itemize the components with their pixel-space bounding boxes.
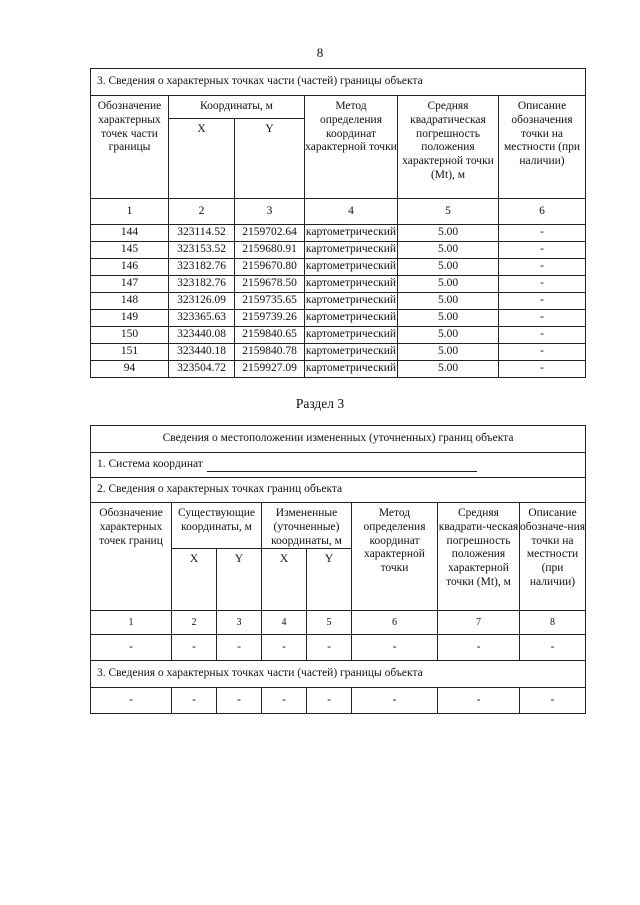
cell-mt: 5.00 [398,259,499,276]
header-x1: X [172,549,217,611]
header-method: Метод определения координат характерной точки [305,96,398,199]
cell-method: картометрический [305,225,398,242]
cell-desc: - [499,276,586,293]
cell-point: 94 [91,361,169,378]
boundaries-table [90,425,586,714]
table-row [91,276,586,293]
header-y2: Y [307,549,352,611]
cell-desc: - [499,225,586,242]
table2-title: Сведения о местоположении измененных (уточненных) границ объекта [91,426,586,453]
cell-mt: 5.00 [398,310,499,327]
cell-y: 2159840.78 [235,344,305,361]
cell-mt: 5.00 [398,242,499,259]
col-num: 4 [305,199,398,225]
cell-method: картометрический [305,361,398,378]
cell-x: 323440.08 [169,327,235,344]
col-num: 4 [262,611,307,635]
cell-y: 2159680.91 [235,242,305,259]
cell-dash: - [217,635,262,661]
cell-method: картометрический [305,276,398,293]
coord-system-blank [207,460,477,472]
cell-y: 2159670.80 [235,259,305,276]
col-num: 3 [217,611,262,635]
cell-desc: - [499,327,586,344]
cell-mt: 5.00 [398,361,499,378]
section-title: Раздел 3 [295,396,345,411]
table-row [91,259,586,276]
cell-desc: - [499,242,586,259]
points-title: 2. Сведения о характерных точках границ объекта [91,478,586,503]
cell-desc: - [499,293,586,310]
header-method: Метод определения координат характерной точки [352,503,438,611]
cell-mt: 5.00 [398,327,499,344]
cell-dash: - [91,635,172,661]
header-x2: X [262,549,307,611]
cell-desc: - [499,361,586,378]
col-num: 5 [307,611,352,635]
table-row [91,361,586,378]
col-num: 1 [91,611,172,635]
coord-system-label: 1. Система координат [97,458,203,471]
cell-x: 323504.72 [169,361,235,378]
table-row [91,327,586,344]
cell-dash: - [438,688,520,714]
cell-y: 2159840.65 [235,327,305,344]
table-row [91,344,586,361]
col-num: 8 [520,611,586,635]
table-row [91,293,586,310]
coord-system-row [91,453,586,478]
col-num: 7 [438,611,520,635]
cell-y: 2159678.50 [235,276,305,293]
col-num: 2 [172,611,217,635]
table-row [91,688,586,714]
cell-x: 323126.09 [169,293,235,310]
page-number: 8 [316,45,324,60]
cell-mt: 5.00 [398,293,499,310]
cell-dash: - [438,635,520,661]
cell-dash: - [262,688,307,714]
cell-point: 144 [91,225,169,242]
cell-point: 151 [91,344,169,361]
cell-x: 323114.52 [169,225,235,242]
header-designation: Обозначение характерных точек части границы [91,96,169,199]
cell-method: картометрический [305,310,398,327]
header-y1: Y [217,549,262,611]
col-num: 1 [91,199,169,225]
header-description: Описание обозначе-ния точки на местности (при наличии) [520,503,586,611]
cell-y: 2159702.64 [235,225,305,242]
parts-title: 3. Сведения о характерных точках части (частей) границы объекта [91,661,586,688]
cell-y: 2159735.65 [235,293,305,310]
col-num: 5 [398,199,499,225]
cell-method: картометрический [305,344,398,361]
cell-method: картометрический [305,293,398,310]
header-coordinates: Координаты, м [169,96,305,119]
cell-dash: - [172,635,217,661]
cell-point: 150 [91,327,169,344]
cell-x: 323153.52 [169,242,235,259]
cell-x: 323182.76 [169,259,235,276]
header-error: Средняя квадрати-ческая погрешность положения характерной точки (Mt), м [438,503,520,611]
header-existing: Существующие координаты, м [172,503,262,549]
col-num: 6 [352,611,438,635]
cell-dash: - [307,688,352,714]
cell-y: 2159927.09 [235,361,305,378]
cell-x: 323365.63 [169,310,235,327]
cell-desc: - [499,310,586,327]
col-num: 2 [169,199,235,225]
cell-method: картометрический [305,259,398,276]
header-y: Y [235,119,305,199]
cell-desc: - [499,259,586,276]
header-changed: Измененные (уточненные) координаты, м [262,503,352,549]
cell-point: 148 [91,293,169,310]
cell-dash: - [91,688,172,714]
cell-y: 2159739.26 [235,310,305,327]
cell-method: картометрический [305,242,398,259]
col-num: 3 [235,199,305,225]
table-row [91,242,586,259]
cell-x: 323182.76 [169,276,235,293]
cell-point: 147 [91,276,169,293]
table-row [91,635,586,661]
cell-point: 149 [91,310,169,327]
cell-dash: - [262,635,307,661]
header-description: Описание обозначения точки на местности (при наличии) [499,96,586,199]
cell-mt: 5.00 [398,225,499,242]
table1-title: 3. Сведения о характерных точках части (частей) границы объекта [91,69,586,96]
cell-method: картометрический [305,327,398,344]
cell-dash: - [217,688,262,714]
header-error: Средняя квадратическая погрешность положения характерной точки (Mt), м [398,96,499,199]
header-designation: Обозначение характерных точек границ [91,503,172,611]
cell-x: 323440.18 [169,344,235,361]
points-table [90,68,586,378]
cell-point: 145 [91,242,169,259]
cell-dash: - [520,688,586,714]
cell-desc: - [499,344,586,361]
header-x: X [169,119,235,199]
cell-dash: - [352,635,438,661]
cell-point: 146 [91,259,169,276]
table-row [91,310,586,327]
cell-dash: - [307,635,352,661]
cell-mt: 5.00 [398,276,499,293]
cell-dash: - [172,688,217,714]
cell-dash: - [520,635,586,661]
col-num: 6 [499,199,586,225]
cell-mt: 5.00 [398,344,499,361]
table-row [91,225,586,242]
cell-dash: - [352,688,438,714]
